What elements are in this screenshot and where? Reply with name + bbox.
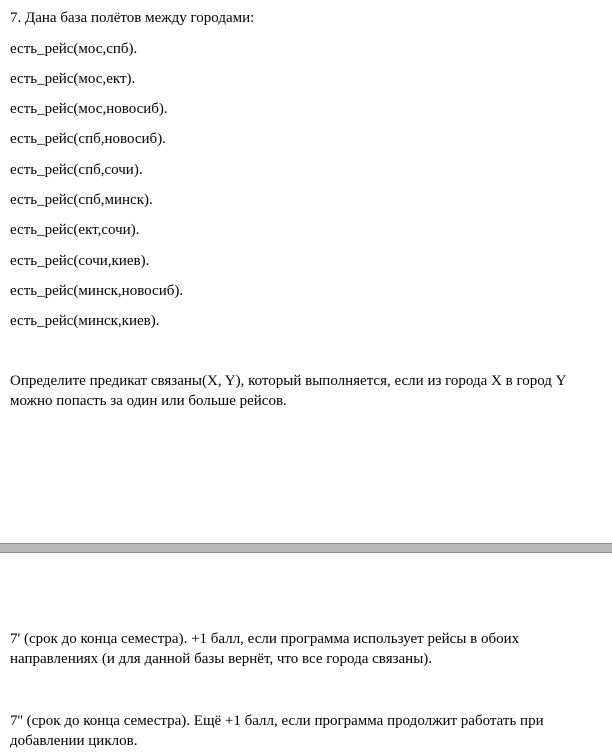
- fact-line: есть_рейс(спб,новосиб).: [10, 131, 166, 147]
- section-divider: [0, 543, 612, 553]
- fact-line: есть_рейс(минск,новосиб).: [10, 283, 184, 299]
- fact-line: есть_рейс(спб,сочи).: [10, 162, 143, 178]
- fact-line: есть_рейс(мос,новосиб).: [10, 101, 168, 117]
- fact-line: есть_рейс(ект,сочи).: [10, 222, 140, 238]
- fact-line: есть_рейс(минск,киев).: [10, 313, 160, 329]
- fact-line: есть_рейс(мос,ект).: [10, 71, 136, 87]
- bonus-task-1: 7' (срок до конца семестра). +1 балл, если программа использует рейсы в обоих направлениях (и для данной базы вернёт, что все города связаны).: [10, 631, 520, 667]
- task-question: Определите предикат связаны(X, Y), который выполняется, если из города X в город Y можно попасть за один или больше рейсов.: [10, 373, 566, 409]
- fact-line: есть_рейс(мос,спб).: [10, 41, 138, 57]
- bonus-task-2: 7'' (срок до конца семестра). Ещё +1 балл, если программа продолжит работать при добавлении циклов.: [10, 713, 544, 749]
- fact-line: есть_рейс(сочи,киев).: [10, 253, 150, 269]
- task-title: 7. Дана база полётов между городами:: [10, 10, 255, 26]
- fact-line: есть_рейс(спб,минск).: [10, 192, 153, 208]
